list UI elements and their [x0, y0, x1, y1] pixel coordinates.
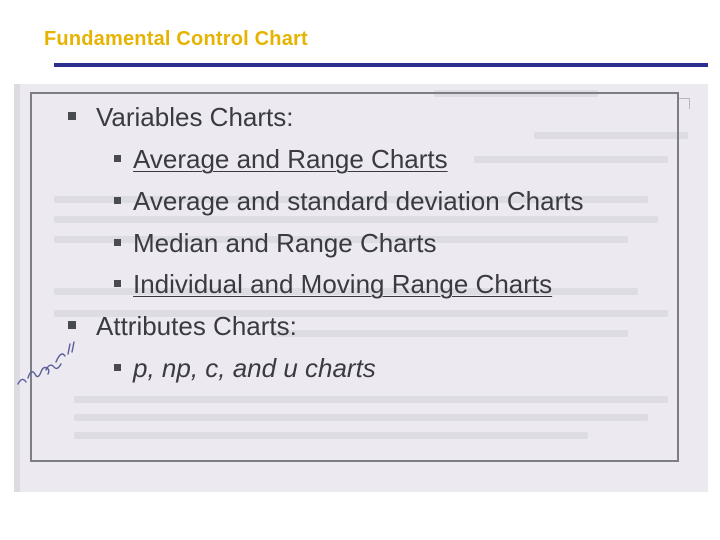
list-item-average-range: Average and Range Charts [114, 144, 448, 175]
title-underline [54, 63, 708, 67]
slide-title: Fundamental Control Chart [44, 28, 308, 50]
square-bullet-icon [114, 197, 121, 204]
list-item-average-stddev: Average and standard deviation Charts [114, 186, 583, 217]
square-bullet-icon [114, 364, 121, 371]
square-bullet-icon [114, 239, 121, 246]
list-item-individual-moving-range: Individual and Moving Range Charts [114, 269, 552, 300]
group-heading-variables: Variables Charts: [68, 102, 294, 133]
group-heading-attributes: Attributes Charts: [68, 311, 297, 342]
boxed-list [30, 92, 679, 462]
list-item-attribute-charts: p, np, c, and u charts [114, 353, 376, 384]
handwritten-annotation-icon [16, 334, 80, 394]
scanned-page [14, 84, 708, 492]
scan-corner-mark [679, 98, 690, 109]
square-bullet-icon [68, 112, 76, 120]
square-bullet-icon [114, 155, 121, 162]
page-edge [14, 84, 20, 492]
square-bullet-icon [114, 280, 121, 287]
list-item-median-range: Median and Range Charts [114, 228, 437, 259]
square-bullet-icon [68, 321, 76, 329]
